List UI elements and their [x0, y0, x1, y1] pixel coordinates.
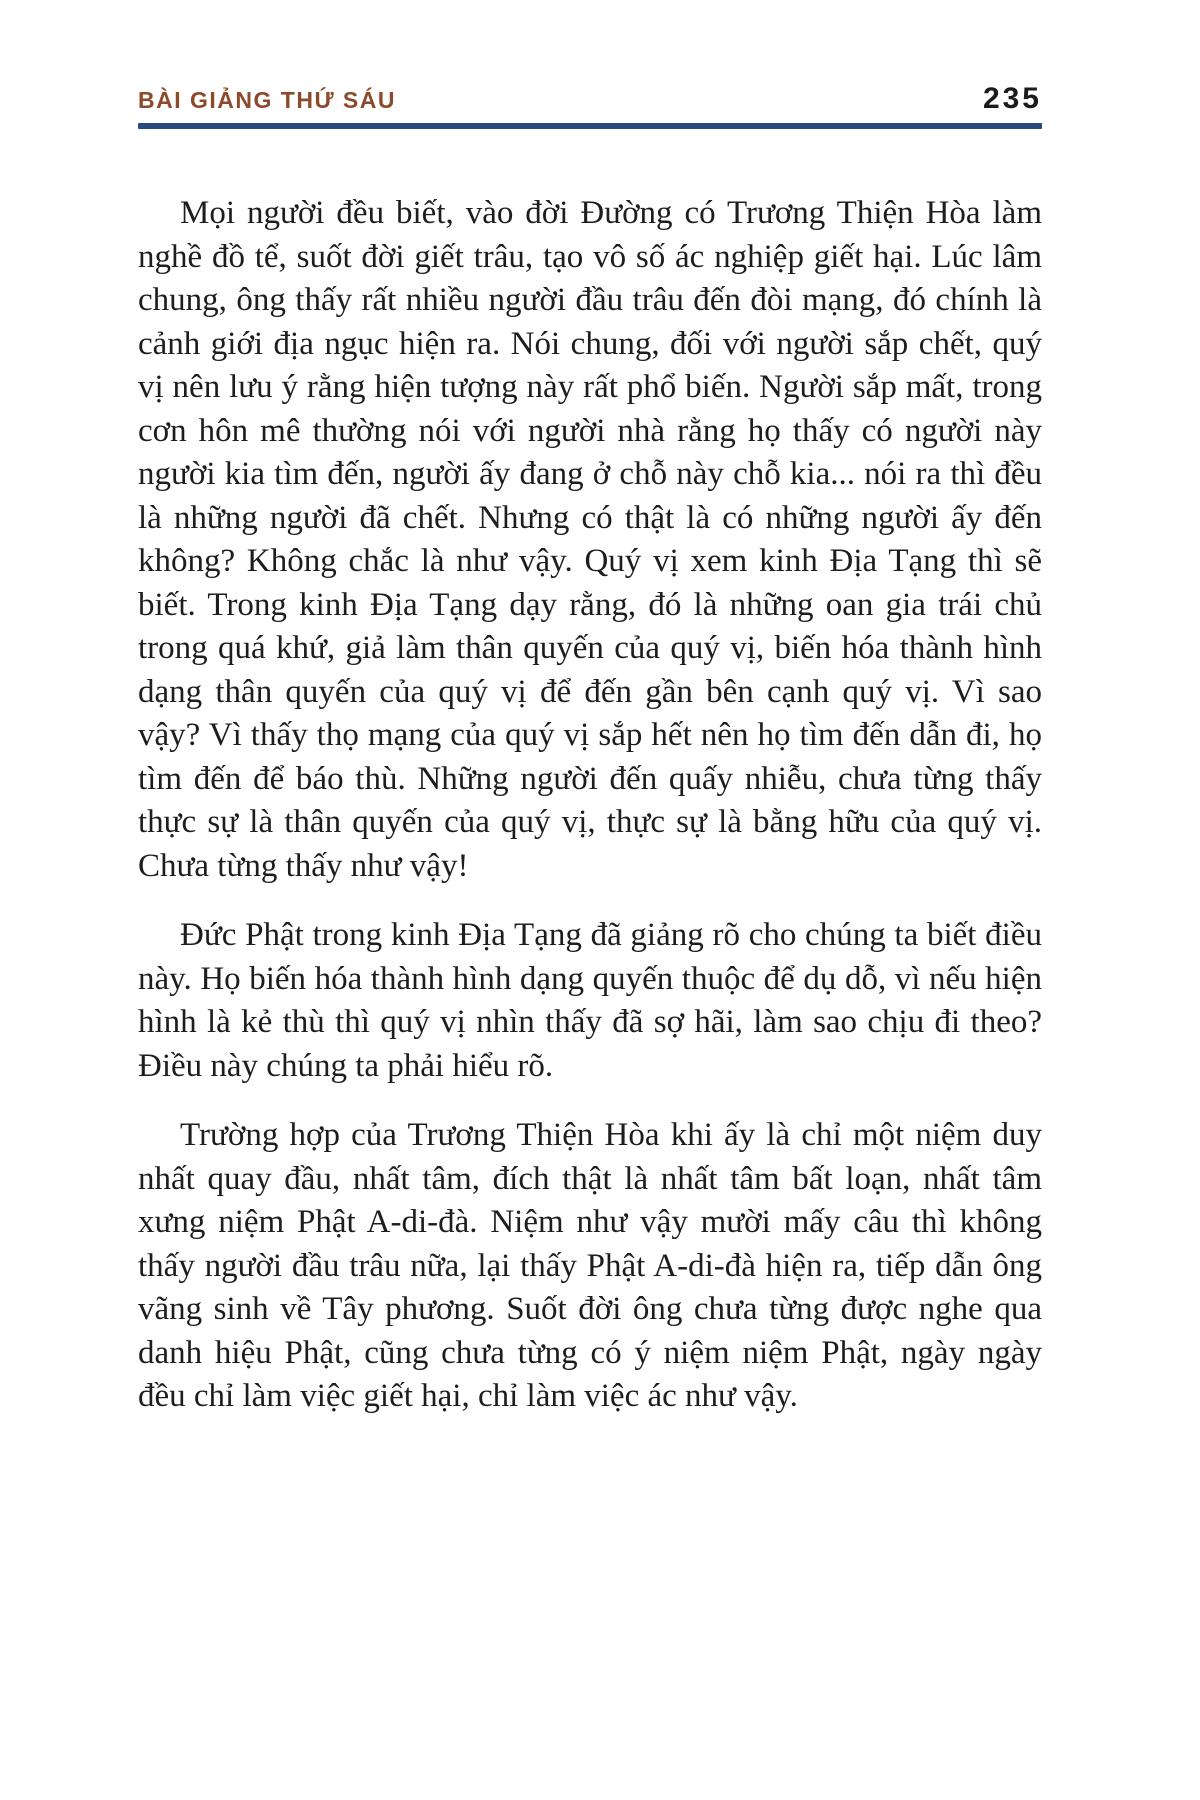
body-text-block: [138, 192, 1042, 1419]
body-paragraph: Mọi người đều biết, vào đời Đường có Trương Thiện Hòa làm nghề đồ tể, suốt đời giết trâu, tạo vô số ác nghiệp giết hại. Lúc lâm chung, ông thấy rất nhiều người đầu trâu đến đòi mạng, đó chính là cảnh giới địa ngục hiện ra. Nói chung, đối với người sắp chết, quý vị nên lưu ý rằng hiện tượng này rất phổ biến. Người sắp mất, trong cơn hôn mê thường nói với người nhà rằng họ thấy có người này người kia tìm đến, người ấy đang ở chỗ này chỗ kia... nói ra thì đều là những người đã chết. Nhưng có thật là có những người ấy đến không? Không chắc là như vậy. Quý vị xem kinh Địa Tạng thì sẽ biết. Trong kinh Địa Tạng dạy rằng, đó là những oan gia trái chủ trong quá khứ, giả làm thân quyến của quý vị, biến hóa thành hình dạng thân quyến của quý vị để đến gần bên cạnh quý vị. Vì sao vậy? Vì thấy thọ mạng của quý vị sắp hết nên họ tìm đến dẫn đi, họ tìm đến để báo thù. Những người đến quấy nhiễu, chưa từng thấy thực sự là thân quyến của quý vị, thực sự là bằng hữu của quý vị. Chưa từng thấy như vậy!: [138, 195, 1042, 884]
page-number: 235: [982, 82, 1042, 115]
page-header: [138, 84, 1042, 114]
body-paragraph: Trường hợp của Trương Thiện Hòa khi ấy là chỉ một niệm duy nhất quay đầu, nhất tâm, đích thật là nhất tâm bất loạn, nhất tâm xưng niệm Phật A-di-đà. Niệm như vậy mười mấy câu thì không thấy người đầu trâu nữa, lại thấy Phật A-di-đà hiện ra, tiếp dẫn ông vãng sinh về Tây phương. Suốt đời ông chưa từng được nghe qua danh hiệu Phật, cũng chưa từng có ý niệm niệm Phật, ngày ngày đều chỉ làm việc giết hại, chỉ làm việc ác như vậy.: [138, 1117, 1042, 1414]
running-header-title: BÀI GIẢNG THỨ SÁU: [138, 87, 396, 113]
page-content: [138, 84, 1042, 1445]
header-rule-divider: [138, 123, 1042, 129]
body-paragraph: Đức Phật trong kinh Địa Tạng đã giảng rõ cho chúng ta biết điều này. Họ biến hóa thành hình dạng quyến thuộc để dụ dỗ, vì nếu hiện hình là kẻ thù thì quý vị nhìn thấy đã sợ hãi, làm sao chịu đi theo? Điều này chúng ta phải hiểu rõ.: [138, 917, 1042, 1084]
